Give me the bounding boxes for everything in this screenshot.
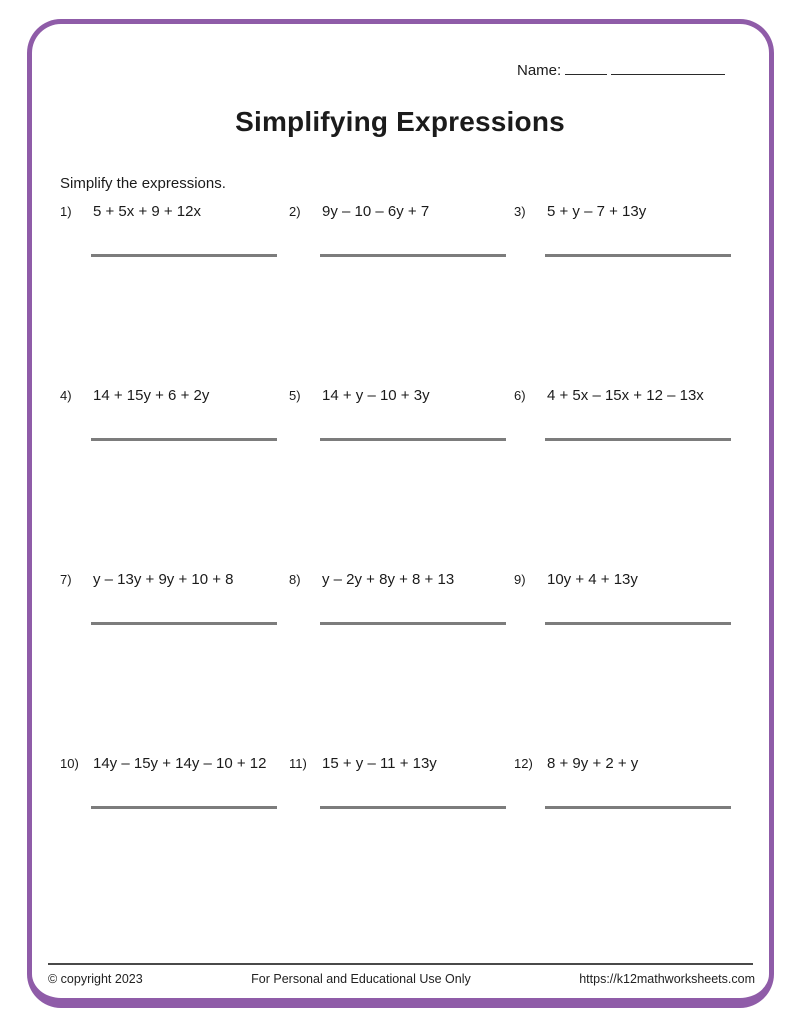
problem-number: 6) [514,388,526,403]
name-blank-line [565,60,607,75]
problem-expression: 9y – 10 – 6y + 7 [322,203,430,220]
answer-line [91,438,277,441]
answer-line [545,622,731,625]
problem-expression: y – 13y + 9y + 10 + 8 [93,571,234,588]
problem-number: 1) [60,204,72,219]
problem-expression: 14 + y – 10 + 3y [322,387,430,404]
problem-number: 9) [514,572,526,587]
problem-expression: 15 + y – 11 + 13y [322,755,437,772]
name-row [517,60,725,79]
problem-number: 11) [289,756,307,771]
problem-expression: 4 + 5x – 15x + 12 – 13x [547,387,704,404]
footer-website-link[interactable]: https://k12mathworksheets.com [579,972,755,986]
problem-expression: 8 + 9y + 2 + y [547,755,639,772]
problem-3 [514,203,752,387]
footer-copyright: © copyright 2023 [48,972,143,986]
problems-grid [60,203,752,939]
answer-line [545,254,731,257]
problem-5 [289,387,514,571]
page-title: Simplifying Expressions [235,106,565,137]
answer-line [320,622,506,625]
problem-expression: 14y – 15y + 14y – 10 + 12 [93,755,267,772]
answer-line [320,806,506,809]
problem-10 [60,755,289,939]
problem-7 [60,571,289,755]
problem-expression: y – 2y + 8y + 8 + 13 [322,571,455,588]
footer-divider [48,963,753,965]
problem-1 [60,203,289,387]
problem-number: 3) [514,204,526,219]
answer-line [545,438,731,441]
answer-line [320,438,506,441]
problem-6 [514,387,752,571]
problem-number: 10) [60,756,79,771]
name-label: Name: [517,62,562,79]
name-blank-line [611,60,725,75]
problem-9 [514,571,752,755]
problem-2 [289,203,514,387]
answer-line [91,622,277,625]
problem-number: 12) [514,756,533,771]
problem-expression: 14 + 15y + 6 + 2y [93,387,210,404]
problem-expression: 5 + 5x + 9 + 12x [93,203,201,220]
answer-line [91,806,277,809]
problem-number: 7) [60,572,72,587]
problem-expression: 5 + y – 7 + 13y [547,203,647,220]
answer-line [545,806,731,809]
problem-number: 4) [60,388,72,403]
problem-11 [289,755,514,939]
answer-line [320,254,506,257]
instruction-text: Simplify the expressions. [60,175,226,192]
problem-number: 2) [289,204,301,219]
footer [48,972,755,986]
problem-8 [289,571,514,755]
problem-4 [60,387,289,571]
answer-line [91,254,277,257]
problem-expression: 10y + 4 + 13y [547,571,638,588]
problem-12 [514,755,752,939]
problem-number: 5) [289,388,301,403]
problem-number: 8) [289,572,301,587]
footer-usage-note: For Personal and Educational Use Only [251,972,471,986]
